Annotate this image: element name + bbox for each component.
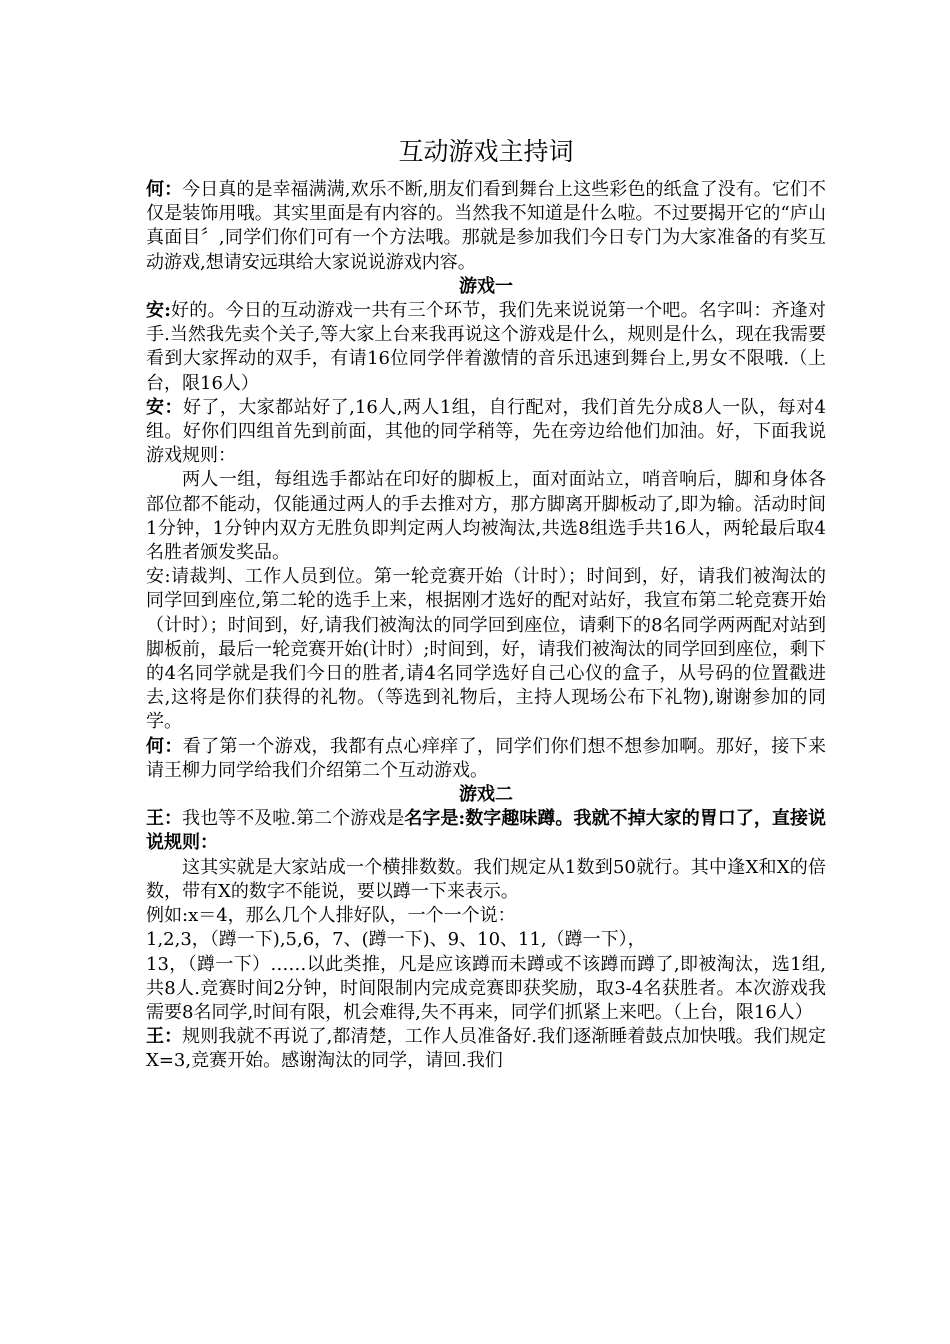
paragraph-host-wang-game2 — [146, 807, 826, 855]
paragraph-game2-sequence: 1,2,3，（蹲一下),5,6，7、(蹲一下)、9、10、11,（蹲一下）， — [146, 929, 646, 951]
paragraph-text: 好了，大家都站好了,16人,两人1组，自行配对，我们首先分成8人一队，每对4组。好你们四组首先到前面，其他的同学稍等，先在旁边给他们加油。好，下面我说游戏规则： — [146, 396, 827, 467]
paragraph-text: 规则我就不再说了,都清楚，工作人员准备好.我们逐渐睡着鼓点加快哦。我们规定X=3,竞赛开始。感谢淘汰的同学，请回.我们 — [146, 1026, 826, 1072]
paragraph-game2-example: 例如:x＝4，那么几个人排好队，一个一个说： — [146, 905, 516, 927]
paragraph-host-wang-start — [146, 1025, 826, 1073]
speaker-label: 何： — [146, 735, 183, 757]
paragraph-bold-text: 名字是:数字趣味蹲。我就不掉大家的胃口了，直接说说规则： — [146, 808, 826, 854]
paragraph-game1-process: 安:请裁判、工作人员到位。第一轮竞赛开始（计时）；时间到，好，请我们被淘汰的同学回到座位,第二轮的选手上来，根据刚才选好的配对站好，我宣布第二轮竞赛开始（计时）；时间到，好,请我们被淘汰的同学回到座位，请剩下的8名同学两两配对站到脚板前，最后一轮竞赛开始(计时）;时间到，好，请我们被淘汰的同学回到座位，剩下的4名同学就是我们今日的胜者,请4名同学选好自己心仪的盒子，从号码的位置戳进去,这将是你们获得的礼物。（等选到礼物后，主持人现场公布下礼物),谢谢参加的同学。 — [146, 566, 826, 733]
paragraph-host-he-intro — [146, 178, 826, 275]
speaker-label: 安： — [146, 396, 183, 418]
speaker-label: 王： — [146, 808, 183, 830]
paragraph-text: 我也等不及啦.第二个游戏是 — [182, 808, 405, 830]
paragraph-host-an-game1 — [146, 299, 826, 396]
paragraph-game2-rules: 这其实就是大家站成一个横排数数。我们规定从1数到50就行。其中逢X和X的倍数，带有X的数字不能说，要以蹲一下来表示。 — [146, 856, 826, 902]
section-heading-game-1: 游戏一 — [459, 275, 513, 297]
paragraph-game1-rules: 两人一组，每组选手都站在印好的脚板上，面对面站立，哨音响后，脚和身体各部位都不能动，仅能通过两人的手去推对方，那方脚离开脚板动了,即为输。活动时间1分钟，1分钟内双方无胜负即判定两人均被淘汰,共选8组选手共16人，两轮最后取4名胜者颁发奖品。 — [146, 469, 826, 564]
page-title: 互动游戏主持词 — [398, 137, 574, 166]
paragraph-text: 今日真的是幸福满满,欢乐不断,朋友们看到舞台上这些彩色的纸盒了没有。它们不仅是装饰用哦。其实里面是有内容的。当然我不知道是什么啦。不过要揭开它的“庐山真面目〞,同学们你们可有一个方法哦。那就是参加我们今日专门为大家准备的有奖互动游戏,想请安远琪给大家说说游戏内容。 — [146, 179, 826, 273]
paragraph-host-an-grouping — [146, 396, 826, 469]
paragraph-text: 好的。今日的互动游戏一共有三个环节，我们先来说说第一个吧。名字叫：齐逢对手.当然我先卖个关子,等大家上台来我再说这个游戏是什么，规则是什么，现在我需要看到大家挥动的双手，有请16位同学伴着激情的音乐迅速到舞台上,男女不限哦.（上台，限16人） — [146, 300, 826, 394]
speaker-label: 安: — [146, 300, 171, 322]
paragraph-game2-details: 13，（蹲一下）……以此类推，凡是应该蹲而未蹲或不该蹲而蹲了,即被淘汰，选1组,共8人.竞赛时间2分钟，时间限制内完成竞赛即获奖励，取3-4名获胜者。本次游戏我需要8名同学,时间有限，机会难得,失不再来，同学们抓紧上来吧。（上台，限16人） — [146, 953, 826, 1023]
document-page — [146, 0, 826, 1074]
section-heading-game-2: 游戏二 — [459, 784, 513, 806]
paragraph-text: 看了第一个游戏，我都有点心痒痒了，同学们你们想不想参加啊。那好，接下来请王柳力同学给我们介绍第二个互动游戏。 — [146, 735, 826, 781]
speaker-label: 何： — [146, 179, 183, 200]
paragraph-host-he-transition — [146, 735, 826, 783]
speaker-label: 王： — [146, 1026, 183, 1048]
